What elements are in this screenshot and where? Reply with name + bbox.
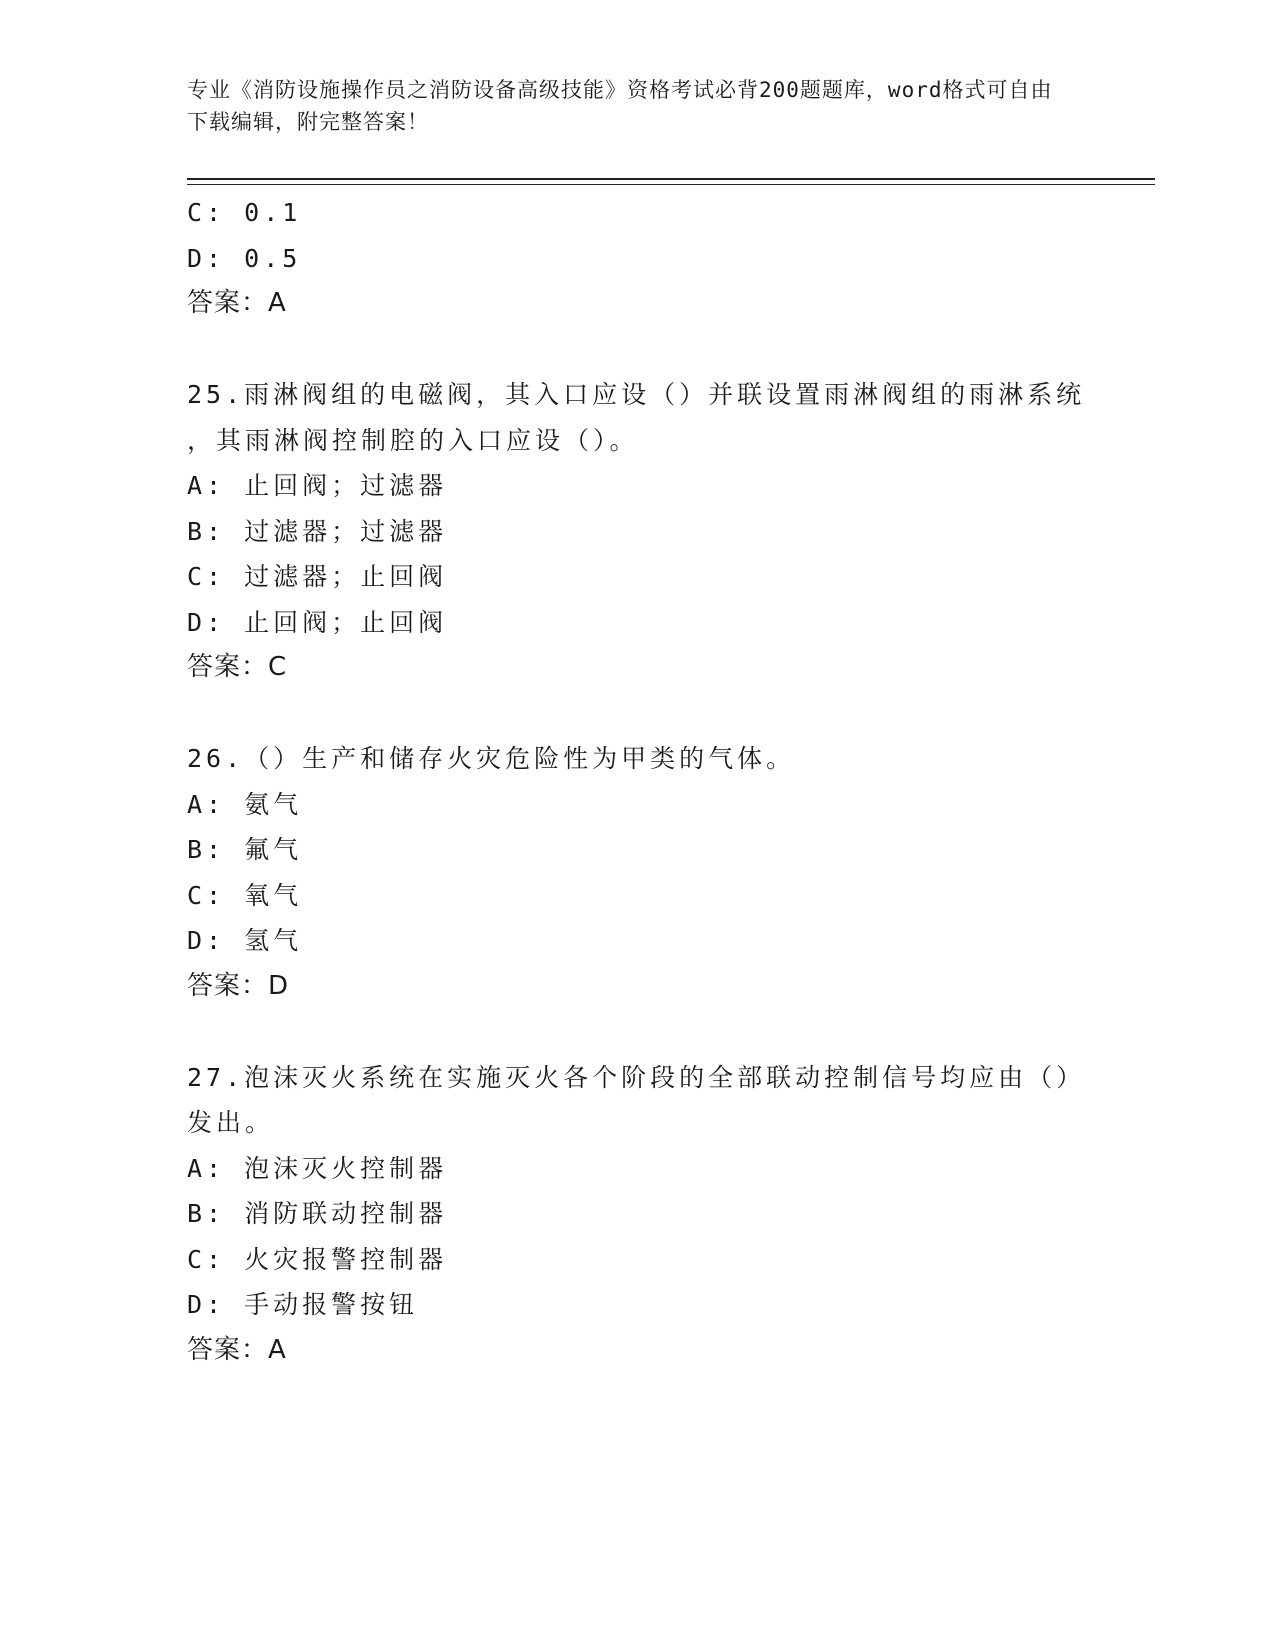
question-block: [187, 736, 1087, 1009]
option-line: D: 氢气: [187, 926, 303, 955]
document-body: [187, 190, 1087, 1373]
question-stem: 发出。: [187, 1108, 275, 1137]
header-divider: [187, 178, 1155, 185]
option-line: C: 过滤器；止回阀: [187, 562, 448, 591]
option-line: A: 泡沫灭火控制器: [187, 1153, 448, 1183]
spacer: [187, 327, 1087, 373]
option-line: C: 氧气: [187, 880, 303, 910]
question-stem: ，其雨淋阀控制腔的入口应设（）。: [187, 425, 639, 455]
answer-line: 答案：A: [187, 1334, 287, 1365]
question-stem: 25.雨淋阀组的电磁阀，其入口应设（）并联设置雨淋阀组的雨淋系统: [187, 380, 1086, 409]
option-line: D: 止回阀；止回阀: [187, 607, 448, 637]
option-line: D: 0.5: [187, 243, 302, 273]
answer-line: 答案：C: [187, 652, 288, 682]
question-block: [187, 372, 1087, 691]
header-text: 专业《消防设施操作员之消防设备高级技能》资格考试必背200题题库，word格式可自由下载编辑，附完整答案！: [187, 78, 1053, 134]
spacer: [187, 691, 1087, 737]
option-line: C: 0.1: [187, 198, 302, 227]
answer-line: 答案：A: [187, 288, 287, 318]
option-line: B: 消防联动控制器: [187, 1199, 448, 1228]
answer-line: 答案：D: [187, 970, 290, 1001]
option-line: A: 止回阀；过滤器: [187, 471, 448, 500]
question-stem: 26.（）生产和储存火灾危险性为甲类的气体。: [187, 744, 796, 773]
spacer: [187, 1009, 1087, 1055]
option-line: D: 手动报警按钮: [187, 1290, 419, 1319]
question-block: [187, 1055, 1087, 1374]
option-line: B: 过滤器；过滤器: [187, 516, 448, 546]
option-line: B: 氟气: [187, 835, 303, 864]
option-line: A: 氨气: [187, 789, 303, 819]
question-stem: 27.泡沫灭火系统在实施灭火各个阶段的全部联动控制信号均应由（）: [187, 1062, 1086, 1092]
option-line: C: 火灾报警控制器: [187, 1244, 448, 1274]
page-header: [187, 74, 1067, 138]
